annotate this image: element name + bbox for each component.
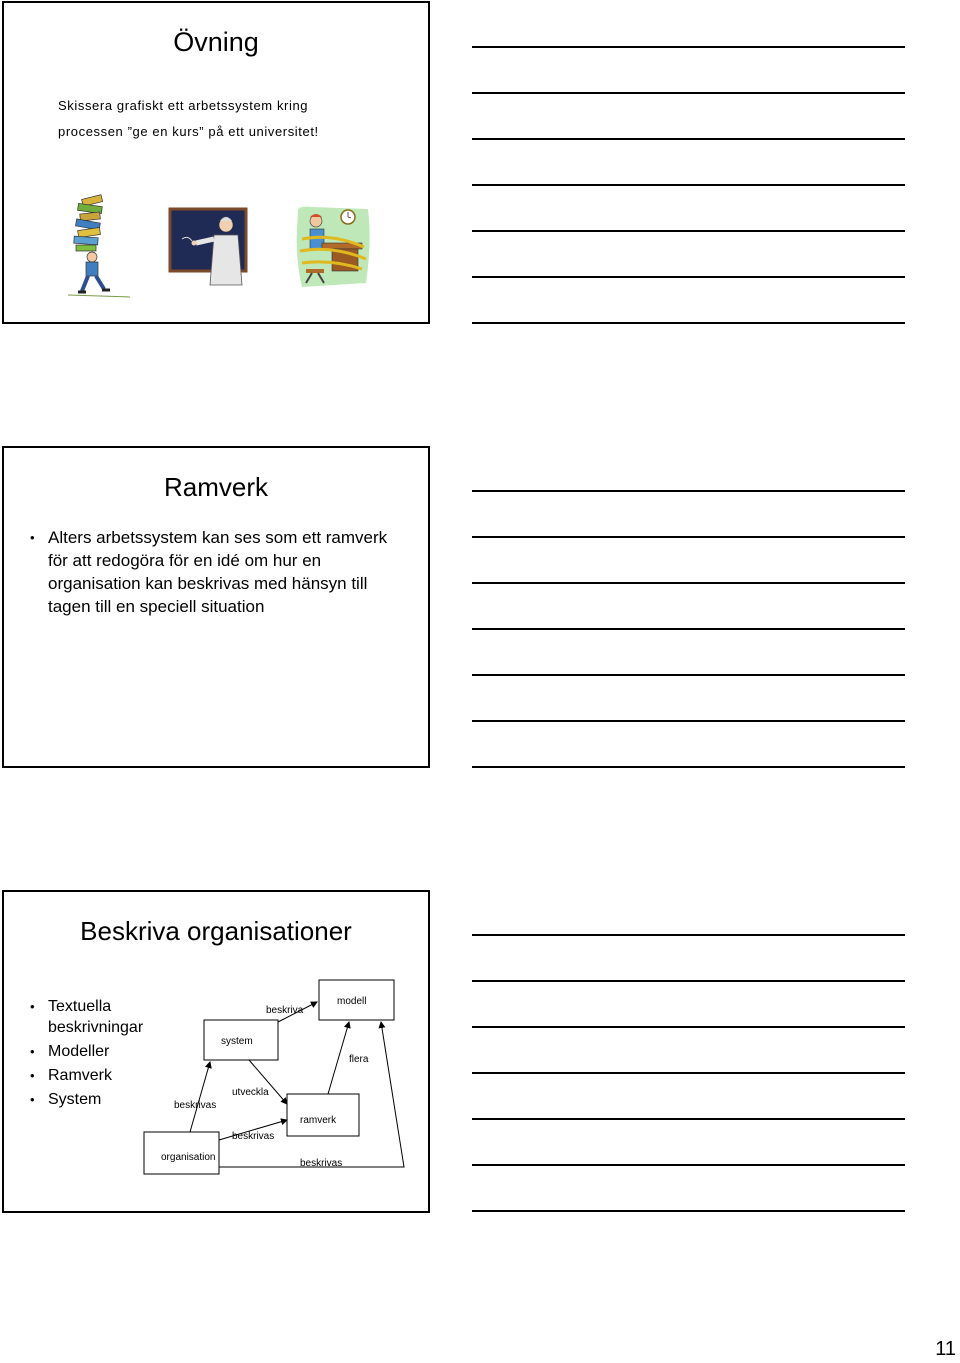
note-line — [472, 138, 905, 140]
note-line — [472, 980, 905, 982]
note-line — [472, 184, 905, 186]
page-number: 11 — [935, 1338, 956, 1360]
text-line: Skissera grafiskt ett arbetssystem kring — [58, 98, 309, 113]
note-line — [472, 720, 905, 722]
slide-title: Ramverk — [163, 472, 268, 502]
modell-label: modell — [337, 996, 367, 1007]
slide-text — [58, 93, 398, 145]
edge-label-beskriva: beskriva — [266, 1005, 304, 1016]
organisation-diagram — [4, 892, 432, 1215]
student-with-books-clipart — [60, 191, 132, 301]
note-line — [472, 92, 905, 94]
note-line — [472, 490, 905, 492]
note-line — [472, 1026, 905, 1028]
edge-ramverk-modell — [328, 1022, 349, 1094]
bullet-item: • Textuella beskrivningar — [28, 996, 168, 1038]
professor-at-blackboard-clipart — [168, 205, 250, 287]
slide-title: Övning — [173, 27, 259, 57]
note-line — [472, 1118, 905, 1120]
organisation-label: organisation — [161, 1152, 216, 1163]
ramverk-label: ramverk — [300, 1115, 337, 1126]
woman-tied-to-desk-clipart — [292, 203, 372, 291]
note-line — [472, 934, 905, 936]
bullet-item: • Ramverk — [28, 1065, 168, 1086]
slide-beskriva-organisationer — [2, 890, 430, 1213]
note-line — [472, 46, 905, 48]
system-label: system — [221, 1036, 253, 1047]
note-line — [472, 230, 905, 232]
edge-label-utveckla: utveckla — [232, 1087, 269, 1098]
text-line: processen ”ge en kurs” på ett universitet! — [58, 124, 319, 139]
note-line — [472, 1210, 905, 1212]
edge-label-beskrivas: beskrivas — [174, 1100, 217, 1111]
slide-ovning — [2, 1, 430, 324]
slide-title: Beskriva organisationer — [80, 916, 352, 946]
bullet-item: • Modeller — [28, 1041, 168, 1062]
edge-label-flera: flera — [349, 1054, 369, 1065]
edge-organisation-system — [190, 1062, 210, 1132]
note-line — [472, 1164, 905, 1166]
slide-ramverk — [2, 446, 430, 768]
note-line — [472, 582, 905, 584]
bullet-item: • System — [28, 1089, 168, 1110]
note-line — [472, 536, 905, 538]
note-line — [472, 628, 905, 630]
note-line — [472, 1072, 905, 1074]
note-line — [472, 276, 905, 278]
note-line — [472, 322, 905, 324]
bullet-item: • Alters arbetssystem kan ses som ett ramverk för att redogöra för en idé om hur en organisation kan beskrivas med hänsyn till tagen till en speciell situation — [28, 526, 408, 618]
edge-label-beskrivas: beskrivas — [232, 1131, 275, 1142]
edge-label-beskrivas: beskrivas — [300, 1158, 343, 1169]
bullet-list — [28, 526, 408, 618]
note-line — [472, 674, 905, 676]
note-line — [472, 766, 905, 768]
